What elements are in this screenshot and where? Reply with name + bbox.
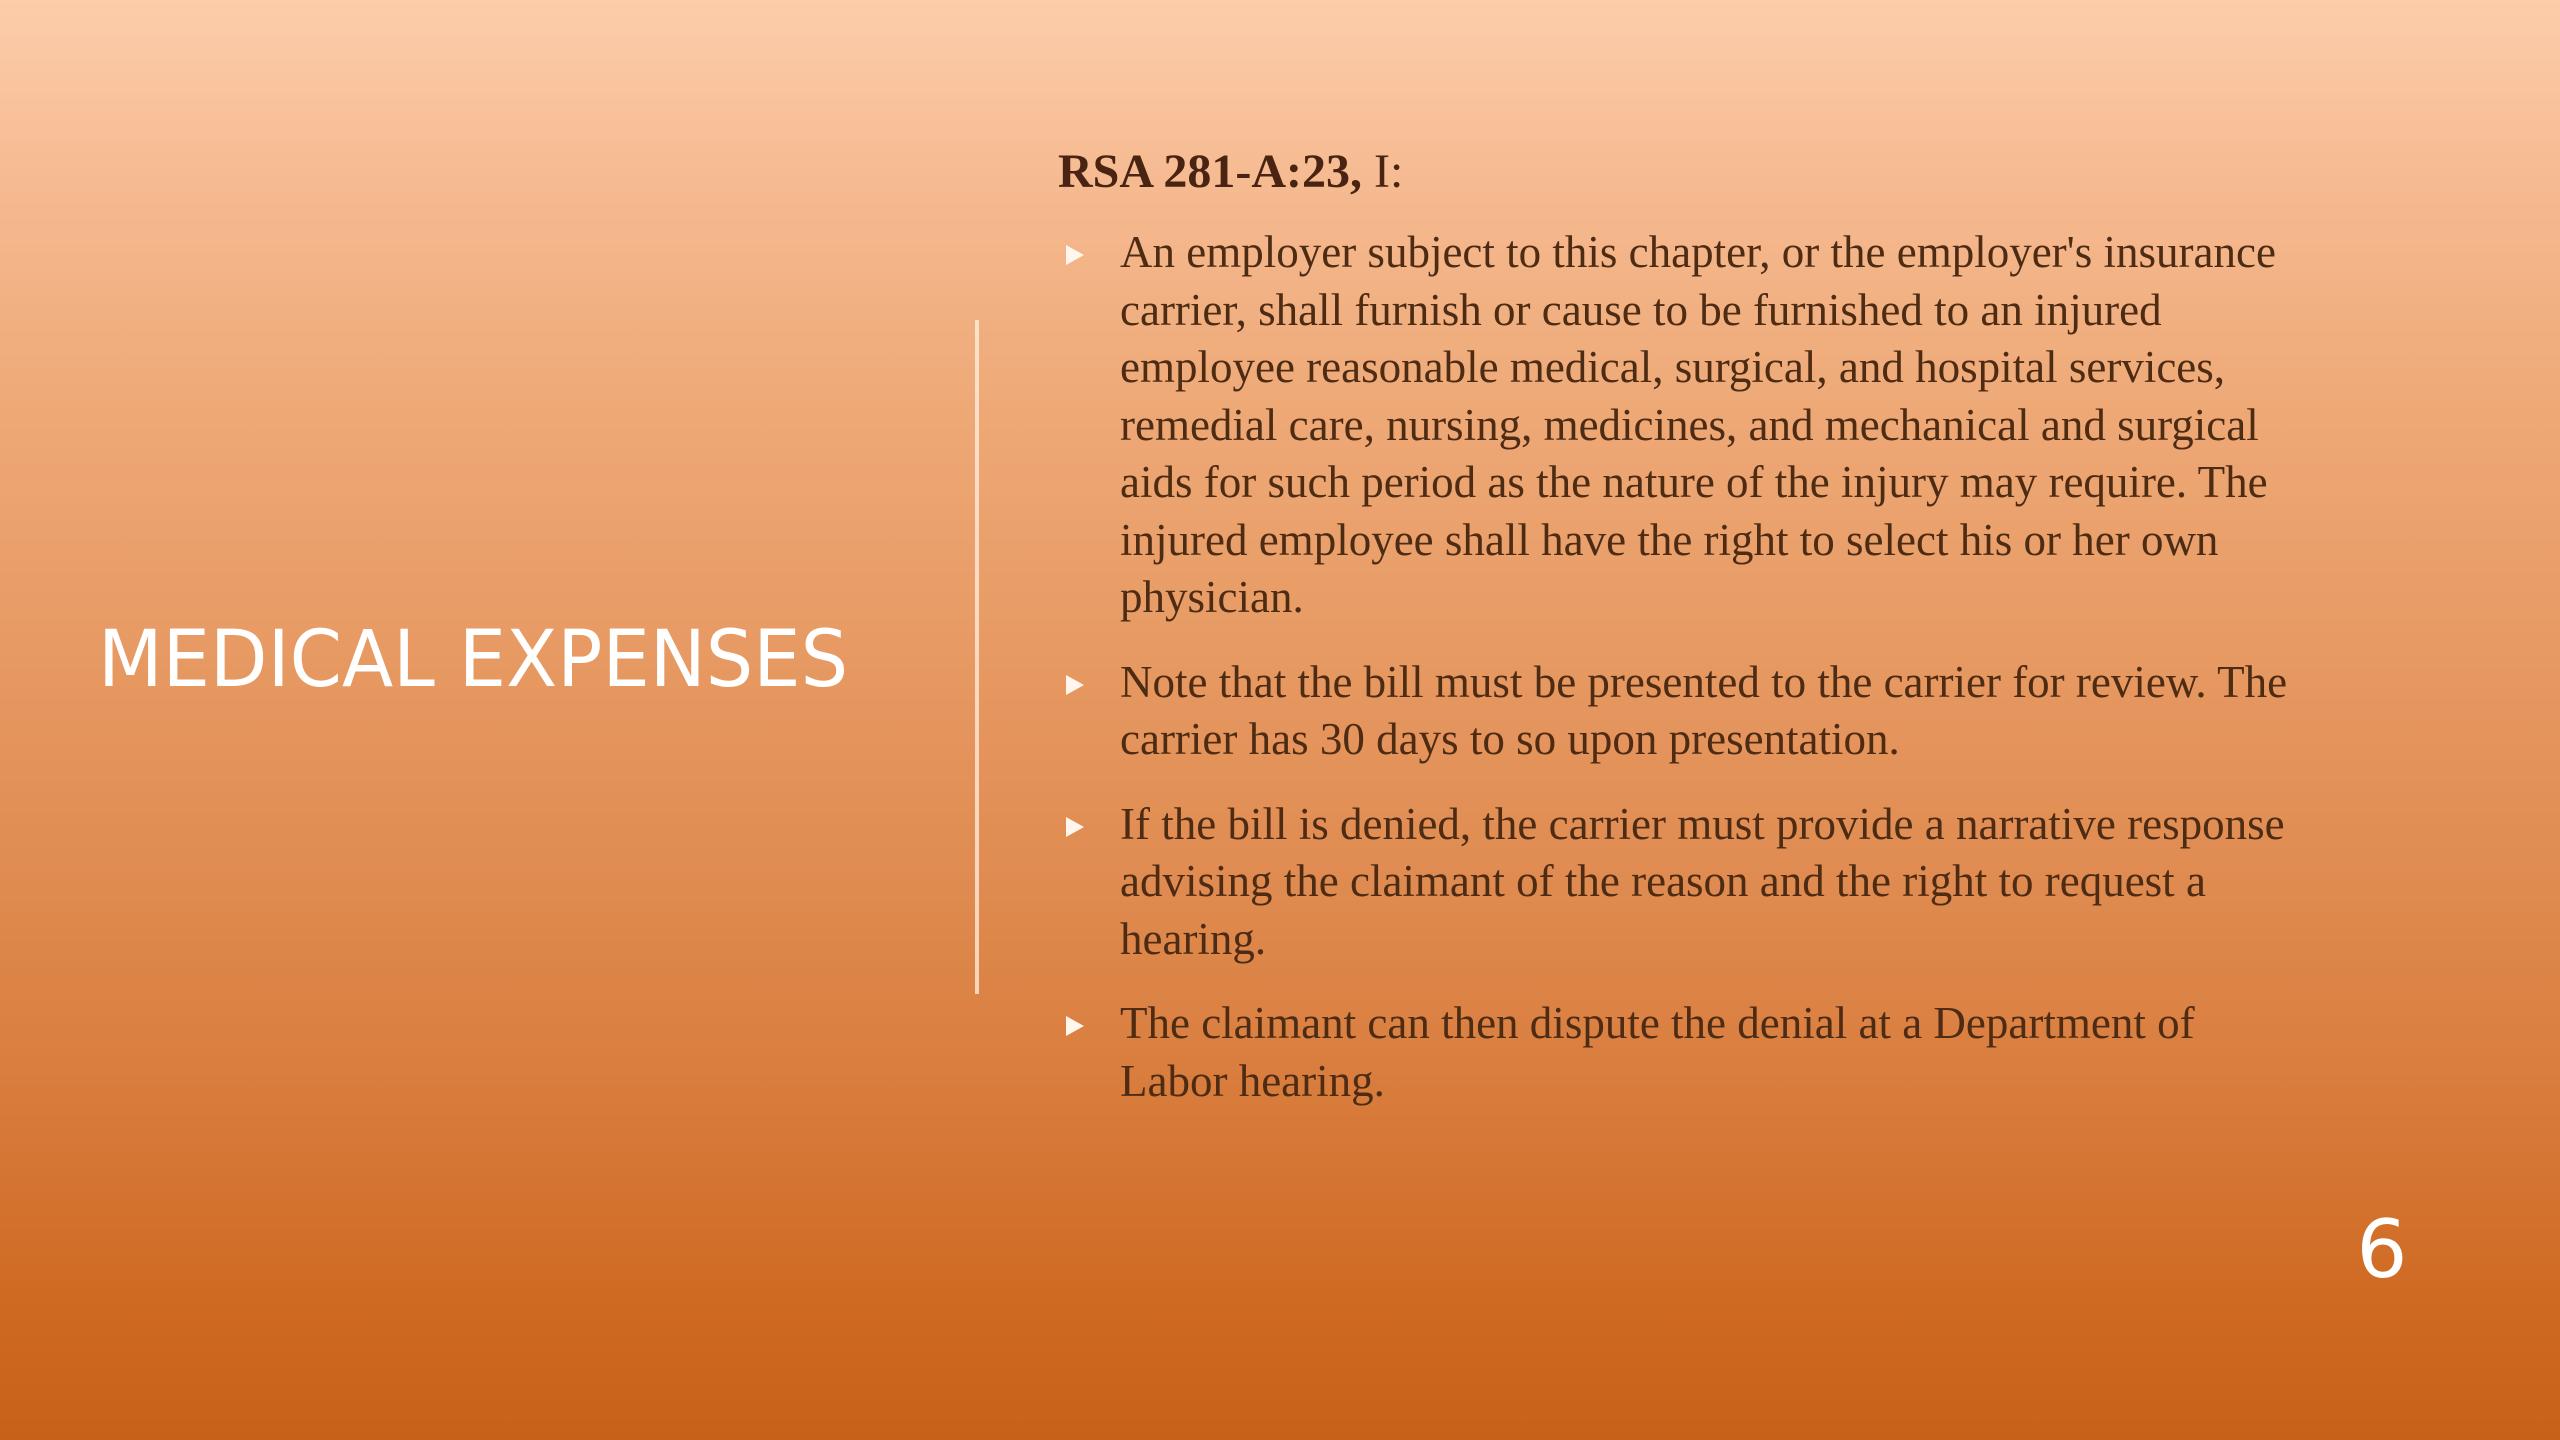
statute-reference-section: I: xyxy=(1362,145,1404,198)
statute-reference xyxy=(1058,140,2298,204)
bullet-item xyxy=(1058,995,2298,1110)
bullet-list xyxy=(1058,224,2298,1110)
triangle-right-icon xyxy=(1066,245,1084,265)
bullet-text: An employer subject to this chapter, or the employer's insurance carrier, shall furnish or cause to be furnished to an injured employee reasonable medical, surgical, and hospital services, remedial care, nursing, medicines, and mechanical and surgical aids for such period as the nature of the injury may require. The injured employee shall have the right to select his or her own physician. xyxy=(1120,227,2276,622)
vertical-divider xyxy=(975,320,979,994)
bullet-item xyxy=(1058,796,2298,969)
statute-reference-bold: RSA 281-A:23, xyxy=(1058,145,1363,198)
slide-title: MEDICAL EXPENSES xyxy=(98,615,849,705)
bullet-item xyxy=(1058,654,2298,769)
bullet-item xyxy=(1058,224,2298,627)
bullet-text: Note that the bill must be presented to the carrier for review. The carrier has 30 days to so upon presentation. xyxy=(1120,656,2288,764)
bullet-text: If the bill is denied, the carrier must provide a narrative response advising the claimant of the reason and the right to request a hearing. xyxy=(1120,798,2285,964)
bullet-text: The claimant can then dispute the denial at a Department of Labor hearing. xyxy=(1120,998,2195,1106)
page-number: 6 xyxy=(2356,1203,2408,1296)
triangle-right-icon xyxy=(1066,1016,1084,1036)
triangle-right-icon xyxy=(1066,675,1084,695)
slide-content xyxy=(1058,140,2298,1137)
triangle-right-icon xyxy=(1066,817,1084,837)
